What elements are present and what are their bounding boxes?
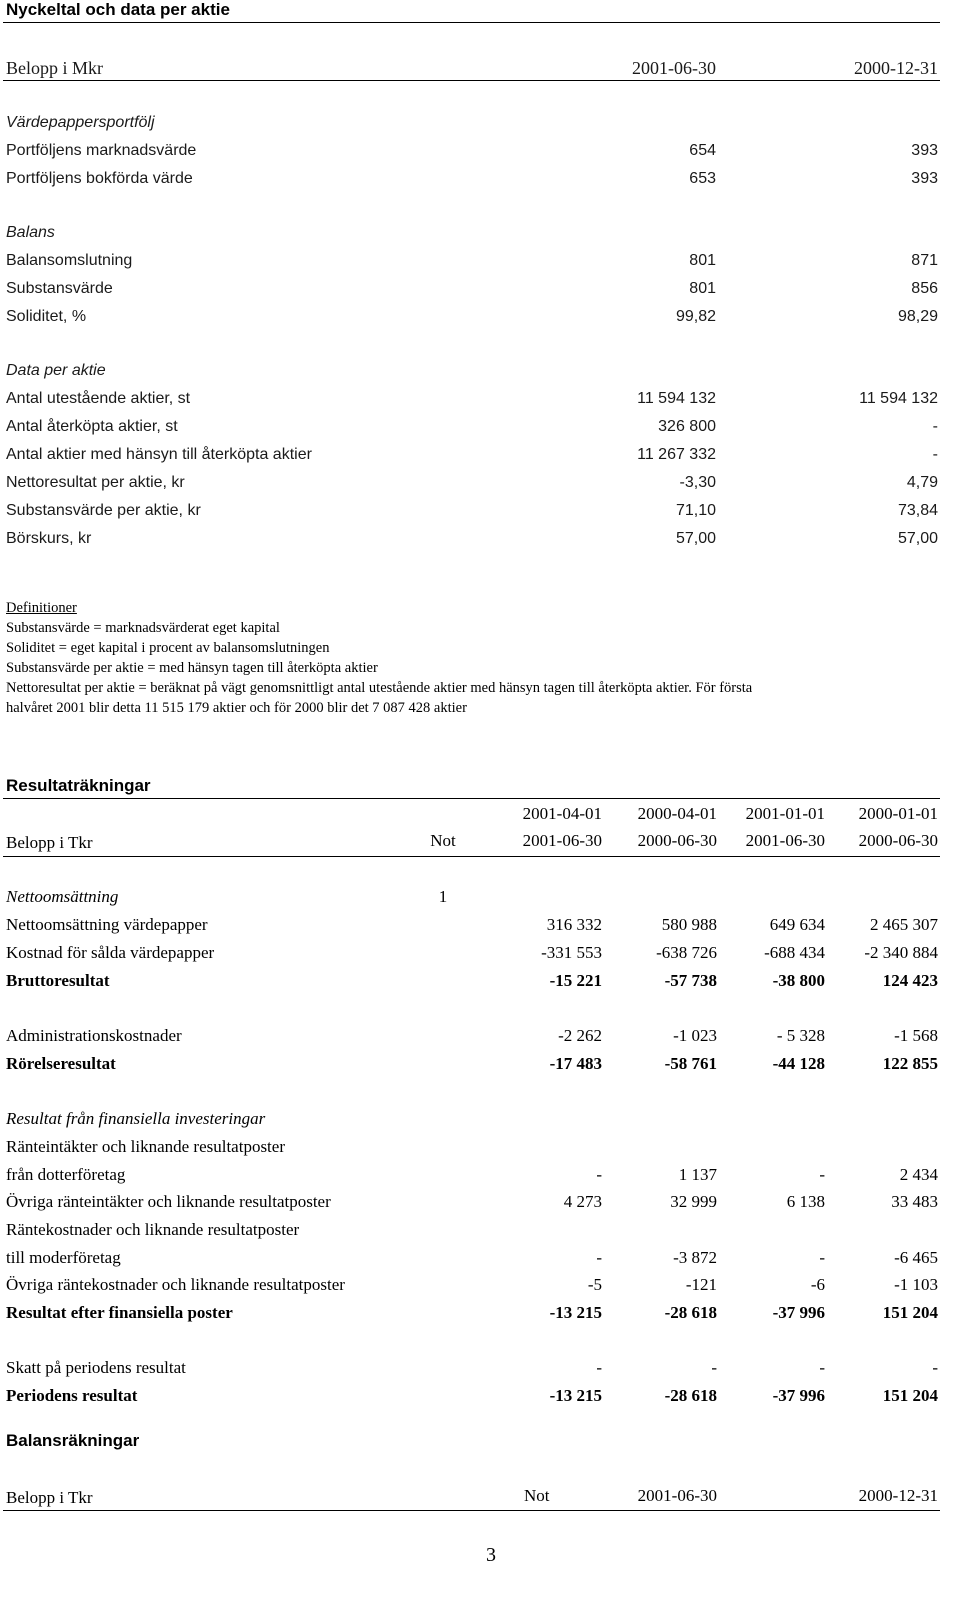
row-label: Övriga ränteintäkter och liknande resultatposter [6, 1192, 331, 1211]
cell-value: -15 221 [549, 971, 602, 990]
table-row [0, 1192, 960, 1214]
unit-label: Belopp i Mkr [6, 58, 103, 78]
column-header: 2000-01-01 [858, 804, 938, 823]
cell-value: -5 [587, 1275, 602, 1294]
table-row [0, 502, 960, 524]
cell-value: 57,00 [897, 530, 938, 547]
cell-value: -28 618 [664, 1303, 717, 1322]
column-header: 2000-12-31 [854, 58, 938, 78]
cell-value: 124 423 [882, 971, 938, 990]
row-label: Resultat från finansiella investeringar [6, 1109, 266, 1128]
row-label: till moderföretag [6, 1248, 121, 1267]
row-label: Substansvärde [6, 280, 113, 297]
table-row [0, 1248, 960, 1270]
income-header-top [0, 804, 960, 826]
definition-line: Substansvärde per aktie = med hänsyn tagen till återköpta aktier [6, 660, 378, 676]
divider [3, 22, 940, 23]
cell-value: 11 267 332 [637, 446, 716, 463]
cell-value: -6 465 [894, 1248, 938, 1267]
unit-label: Belopp i Tkr [6, 1488, 93, 1507]
cell-value: -13 215 [549, 1303, 602, 1322]
table-row [0, 1358, 960, 1380]
key-figures-header [0, 58, 960, 80]
table-row [0, 1275, 960, 1297]
cell-value: 326 800 [658, 418, 716, 435]
row-label: Nettoomsättning värdepapper [6, 915, 208, 934]
cell-value: 73,84 [897, 502, 938, 519]
cell-value: 393 [911, 170, 938, 187]
definition-line: Soliditet = eget kapital i procent av balansomslutningen [6, 640, 330, 656]
table-row [0, 1137, 960, 1159]
row-label: Administrationskostnader [6, 1026, 182, 1045]
column-header: 2001-06-30 [745, 831, 825, 850]
cell-value: -28 618 [664, 1386, 717, 1405]
unit-label: Belopp i Tkr [6, 833, 93, 852]
section-heading [0, 114, 960, 136]
row-label: Räntekostnader och liknande resultatposter [6, 1220, 300, 1239]
row-label: Periodens resultat [6, 1386, 138, 1405]
total-row [0, 1303, 960, 1325]
divider [3, 798, 940, 799]
table-row [0, 280, 960, 302]
definition-line: halvåret 2001 blir detta 11 515 179 aktier och för 2000 blir det 7 087 428 aktier [6, 700, 467, 716]
section-heading [0, 224, 960, 246]
table-row [0, 474, 960, 496]
row-label: från dotterföretag [6, 1165, 126, 1184]
cell-value: 4 273 [563, 1192, 602, 1211]
table-row [0, 446, 960, 468]
cell-value: 393 [911, 142, 938, 159]
balance-header [0, 1486, 960, 1508]
total-row [0, 971, 960, 993]
row-label: Balansomslutning [6, 252, 133, 269]
cell-value: -37 996 [772, 1386, 825, 1405]
income-header-bottom [0, 831, 960, 853]
cell-value: -3 872 [673, 1248, 717, 1267]
cell-value: 11 594 132 [637, 390, 716, 407]
column-header: 2001-06-30 [632, 58, 716, 78]
note-ref: 1 [438, 887, 448, 906]
cell-value: - 5 328 [776, 1026, 825, 1045]
column-header: 2001-04-01 [522, 804, 602, 823]
cell-value: - [819, 1165, 825, 1184]
cell-value: 71,10 [675, 502, 716, 519]
table-row [0, 1165, 960, 1187]
row-label: Skatt på periodens resultat [6, 1358, 186, 1377]
cell-value: 33 483 [891, 1192, 938, 1211]
column-header: 2000-06-30 [637, 831, 717, 850]
cell-value: 2 434 [899, 1165, 938, 1184]
row-label: Soliditet, % [6, 308, 87, 325]
row-label: Balans [6, 224, 55, 241]
cell-value: -58 761 [664, 1054, 717, 1073]
cell-value: 653 [689, 170, 716, 187]
row-label: Nettoomsättning [6, 887, 119, 906]
cell-value: - [932, 446, 938, 463]
cell-value: 32 999 [670, 1192, 717, 1211]
cell-value: 856 [911, 280, 938, 297]
column-header: 2001-06-30 [522, 831, 602, 850]
table-row [0, 915, 960, 937]
cell-value: -44 128 [772, 1054, 825, 1073]
row-label: Portföljens marknadsvärde [6, 142, 197, 159]
table-row [0, 1220, 960, 1242]
cell-value: -1 103 [894, 1275, 938, 1294]
row-label: Ränteintäkter och liknande resultatposter [6, 1137, 285, 1156]
section-heading [0, 887, 960, 909]
key-figures-title: Nyckeltal och data per aktie [6, 0, 230, 19]
definitions-title: Definitioner [6, 600, 77, 616]
cell-value: -57 738 [664, 971, 717, 990]
section-heading [0, 1109, 960, 1131]
cell-value: 151 204 [882, 1303, 938, 1322]
table-row [0, 142, 960, 164]
cell-value: 1 137 [678, 1165, 717, 1184]
cell-value: - [596, 1165, 602, 1184]
cell-value: -688 434 [764, 943, 825, 962]
cell-value: 580 988 [661, 915, 717, 934]
cell-value: - [819, 1358, 825, 1377]
table-row [0, 943, 960, 965]
row-label: Börskurs, kr [6, 530, 92, 547]
cell-value: -121 [685, 1275, 717, 1294]
divider [3, 856, 940, 857]
cell-value: 6 138 [786, 1192, 825, 1211]
column-header: 2001-06-30 [637, 1486, 717, 1505]
cell-value: 98,29 [897, 308, 938, 325]
row-label: Antal återköpta aktier, st [6, 418, 178, 435]
note-header: Not [430, 831, 456, 850]
total-row [0, 1386, 960, 1408]
divider [3, 80, 940, 81]
divider [3, 1510, 940, 1511]
cell-value: - [596, 1358, 602, 1377]
table-row [0, 530, 960, 552]
cell-value: -13 215 [549, 1386, 602, 1405]
note-header: Not [524, 1486, 550, 1505]
cell-value: - [596, 1248, 602, 1267]
table-row [0, 418, 960, 440]
row-label: Kostnad för sålda värdepapper [6, 943, 215, 962]
cell-value: 654 [689, 142, 716, 159]
cell-value: - [711, 1358, 717, 1377]
cell-value: -331 553 [541, 943, 602, 962]
cell-value: -2 340 884 [864, 943, 938, 962]
row-label: Övriga räntekostnader och liknande resultatposter [6, 1275, 345, 1294]
definitions-block [6, 598, 946, 718]
cell-value: - [932, 418, 938, 435]
table-row [0, 1026, 960, 1048]
row-label: Substansvärde per aktie, kr [6, 502, 201, 519]
cell-value: 57,00 [675, 530, 716, 547]
cell-value: -1 023 [673, 1026, 717, 1045]
column-header: 2001-01-01 [745, 804, 825, 823]
page-number: 3 [486, 1544, 496, 1566]
column-header: 2000-06-30 [858, 831, 938, 850]
table-row [0, 390, 960, 412]
balance-sheet-title: Balansräkningar [6, 1431, 140, 1450]
row-label: Antal utestående aktier, st [6, 390, 191, 407]
cell-value: 649 634 [769, 915, 825, 934]
cell-value: 801 [689, 252, 716, 269]
section-heading [0, 362, 960, 384]
column-header: 2000-12-31 [858, 1486, 938, 1505]
cell-value: 4,79 [906, 474, 938, 491]
row-label: Resultat efter finansiella poster [6, 1303, 233, 1322]
cell-value: - [932, 1358, 938, 1377]
table-row [0, 308, 960, 330]
row-label: Rörelseresultat [6, 1054, 116, 1073]
cell-value: -2 262 [558, 1026, 602, 1045]
total-row [0, 1054, 960, 1076]
cell-value: 2 465 307 [870, 915, 938, 934]
cell-value: -37 996 [772, 1303, 825, 1322]
cell-value: -3,30 [679, 474, 716, 491]
cell-value: -6 [810, 1275, 825, 1294]
table-row [0, 252, 960, 274]
definition-line: Nettoresultat per aktie = beräknat på vägt genomsnittligt antal utestående aktier med hänsyn tagen till återköpta aktier. För första [6, 680, 753, 696]
row-label: Nettoresultat per aktie, kr [6, 474, 185, 491]
cell-value: 801 [689, 280, 716, 297]
row-label: Bruttoresultat [6, 971, 110, 990]
row-label: Värdepappersportfölj [6, 114, 155, 131]
column-header: 2000-04-01 [637, 804, 717, 823]
definition-line: Substansvärde = marknadsvärderat eget kapital [6, 620, 280, 636]
row-label: Portföljens bokförda värde [6, 170, 193, 187]
cell-value: 151 204 [882, 1386, 938, 1405]
row-label: Antal aktier med hänsyn till återköpta aktier [6, 446, 312, 463]
cell-value: 316 332 [546, 915, 602, 934]
cell-value: 99,82 [675, 308, 716, 325]
cell-value: 122 855 [882, 1054, 938, 1073]
cell-value: -1 568 [894, 1026, 938, 1045]
table-row [0, 170, 960, 192]
cell-value: -638 726 [656, 943, 717, 962]
cell-value: -38 800 [772, 971, 825, 990]
cell-value: 871 [911, 252, 938, 269]
row-label: Data per aktie [6, 362, 106, 379]
income-statement-title: Resultaträkningar [6, 776, 151, 795]
cell-value: - [819, 1248, 825, 1267]
cell-value: -17 483 [549, 1054, 602, 1073]
cell-value: 11 594 132 [859, 390, 938, 407]
